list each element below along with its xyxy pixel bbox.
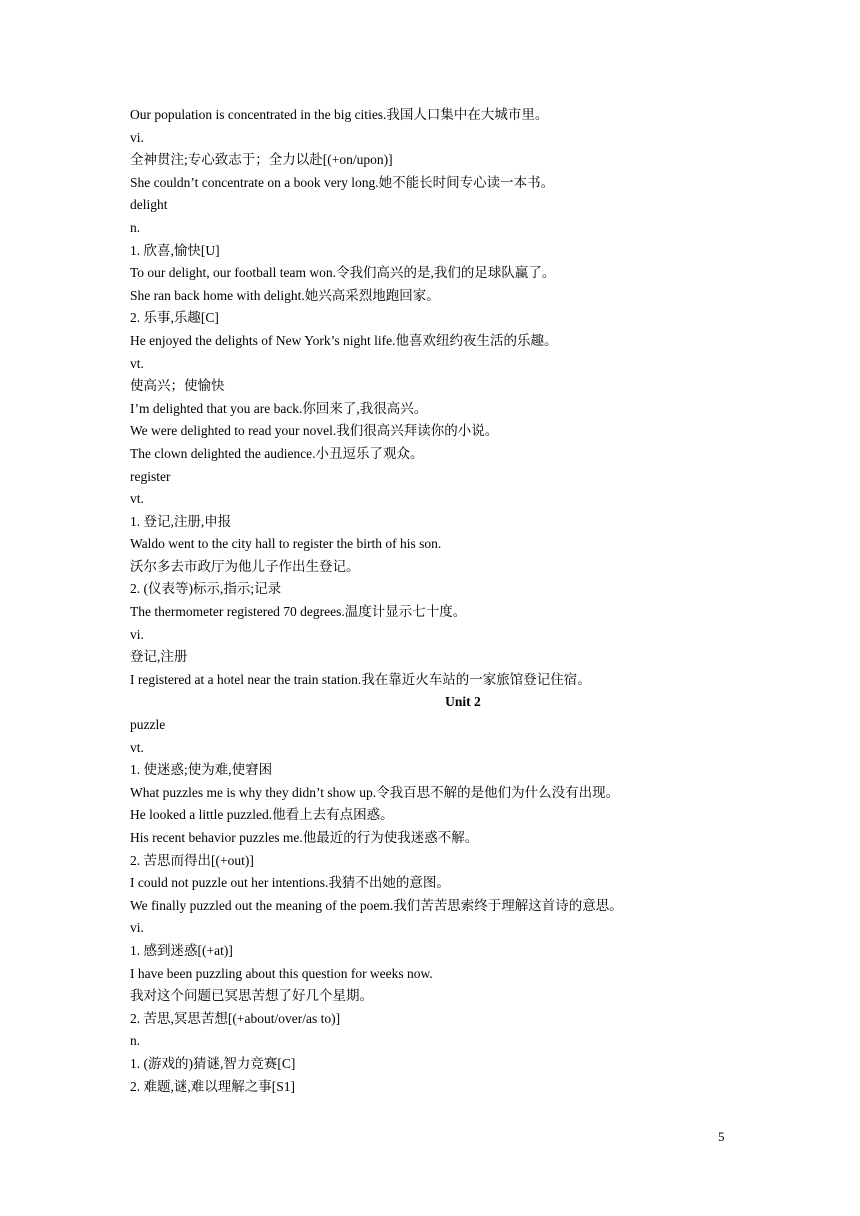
text-line: I have been puzzling about this question for weeks now. [130,965,433,981]
text-line: Our population is concentrated in the big cities.我国人口集中在大城市里。 [130,107,549,122]
text-line: He enjoyed the delights of New York’s night life.他喜欢纽约夜生活的乐趣。 [130,332,558,348]
text-line: Waldo went to the city hall to register the birth of his son. [130,536,442,552]
text-line: To our delight, our football team won.令我们高兴的是,我们的足球队赢了。 [130,265,556,281]
text-line: delight [130,197,168,213]
text-line: 2. 难题,谜,难以理解之事[S1] [130,1078,295,1094]
document-body [130,104,800,1098]
text-line: vi. [130,129,144,145]
text-line: vt. [130,491,144,507]
text-line: I could not puzzle out her intentions.我猜不出她的意图。 [130,875,450,891]
text-line: She couldn’t concentrate on a book very long.她不能长时间专心读一本书。 [130,174,555,190]
text-line: register [130,468,171,484]
text-line: 2. (仪表等)标示,指示;记录 [130,581,282,597]
text-line: He looked a little puzzled.他看上去有点困惑。 [130,807,394,823]
text-line: 1. 感到迷惑[(+at)] [130,942,233,958]
text-line: 使高兴；使愉快 [130,378,225,394]
text-line: vt. [130,739,144,755]
text-line: vi. [130,626,144,642]
page-number: 5 [718,1129,725,1144]
text-line: The thermometer registered 70 degrees.温度计显示七十度。 [130,604,467,620]
section-heading: Unit 2 [445,694,481,710]
text-line: 1. 欣喜,愉快[U] [130,242,220,258]
text-line: She ran back home with delight.她兴高采烈地跑回家。 [130,287,440,303]
text-line: 1. 登记,注册,申报 [130,513,232,529]
text-line: 我对这个问题已冥思苦想了好几个星期。 [130,988,373,1004]
text-line: 沃尔多去市政厅为他儿子作出生登记。 [130,558,360,574]
text-line: vt. [130,355,144,371]
text-line: 1. (游戏的)猜谜,智力竞赛[C] [130,1055,296,1071]
text-line: n. [130,1033,141,1049]
text-line: 2. 乐事,乐趣[C] [130,310,219,326]
text-line: n. [130,219,141,235]
text-line: 2. 苦思而得出[(+out)] [130,852,254,868]
text-line: We were delighted to read your novel.我们很高兴拜读你的小说。 [130,423,499,439]
text-line: I’m delighted that you are back.你回来了,我很高兴。 [130,400,428,416]
text-line: I registered at a hotel near the train station.我在靠近火车站的一家旅馆登记住宿。 [130,671,591,687]
text-line: 1. 使迷惑;使为难,使窘困 [130,762,273,778]
text-line: 登记,注册 [130,649,188,665]
text-line: 2. 苦思,冥思苦想[(+about/over/as to)] [130,1010,341,1026]
text-line: puzzle [130,717,166,733]
text-line: 全神贯注;专心致志于；全力以赴[(+on/upon)] [130,152,393,168]
text-line: His recent behavior puzzles me.他最近的行为使我迷惑不解。 [130,830,479,845]
text-line: The clown delighted the audience.小丑逗乐了观众。 [130,445,424,461]
text-line: We finally puzzled out the meaning of the poem.我们苦苦思索终于理解这首诗的意思。 [130,897,623,913]
text-line: vi. [130,920,144,936]
text-line: What puzzles me is why they didn’t show up.令我百思不解的是他们为什么没有出现。 [130,784,620,800]
